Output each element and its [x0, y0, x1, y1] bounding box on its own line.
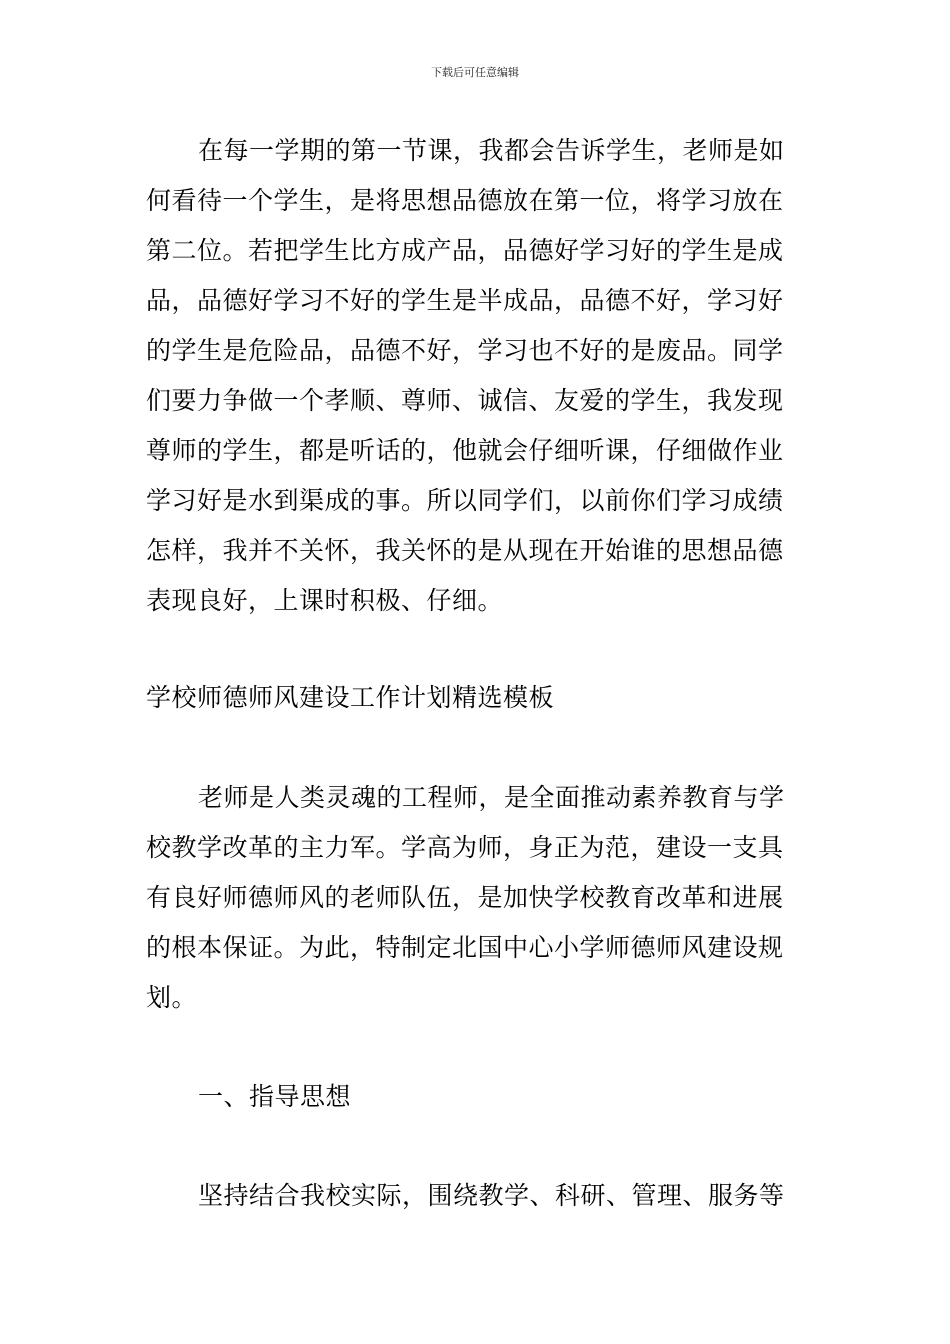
plan-title: 学校师德师风建设工作计划精选模板 [146, 683, 555, 712]
section-1-heading: 一、指导思想 [198, 1082, 352, 1111]
header-note: 下载后可任意编辑 [431, 66, 519, 79]
paragraph-1: 在每一学期的第一节课，我都会告诉学生，老师是如何看待一个学生，是将思想品德放在第一位，将学习放在第二位。若把学生比方成产品，品德好学习好的学生是成品，品德好学习不好的学生是半成品，品德不好，学习好的学生是危险品，品德不好，学习也不好的是废品。同学们要力争做一个孝顺、尊师、诚信、友爱的学生，我发现尊师的学生，都是听话的，他就会仔细听课，仔细做作业学习好是水到渠成的事。所以同学们，以前你们学习成绩怎样，我并不关怀，我关怀的是从现在开始谁的思想品德表现良好，上课时积极、仔细。 [146, 136, 785, 615]
paragraph-3: 坚持结合我校实际，围绕教学、科研、管理、服务等 [198, 1181, 785, 1210]
paragraph-2: 老师是人类灵魂的工程师，是全面推动素养教育与学校教学改革的主力军。学高为师，身正为范，建设一支具有良好师德师风的老师队伍，是加快学校教育改革和进展的根本保证。为此，特制定北国中心小学师德师风建设规划。 [146, 783, 785, 1012]
